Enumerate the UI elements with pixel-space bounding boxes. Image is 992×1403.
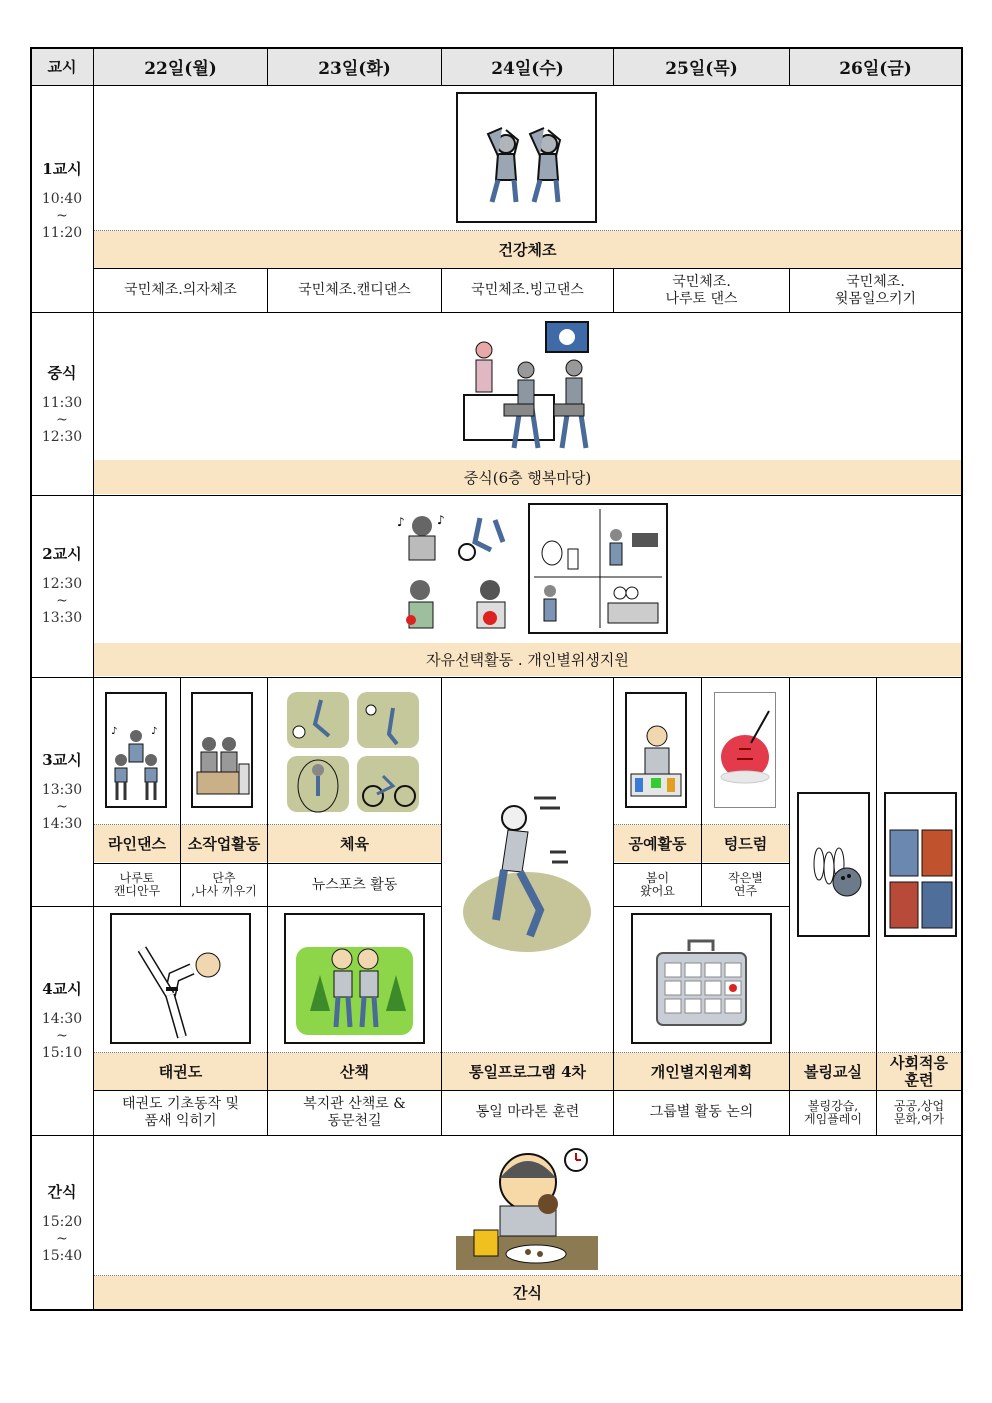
p3-label-tongue-drum: 텅드럼 bbox=[702, 825, 789, 862]
cafeteria-icon bbox=[460, 320, 600, 453]
period-name: 4교시 bbox=[42, 980, 82, 998]
small-work-icon bbox=[191, 692, 253, 808]
period-time: 11:30 ~ 12:30 bbox=[41, 395, 83, 445]
lunch-band: 중식(6층 행복마당) bbox=[94, 460, 961, 494]
p3-detail-craft: 봄이 왔어요 bbox=[640, 871, 675, 898]
header-period: 교시 bbox=[31, 48, 93, 85]
period-name: 1교시 bbox=[42, 160, 82, 178]
p2-band: 자유선택활동 . 개인별위생지원 bbox=[94, 643, 961, 676]
svg-text:♪: ♪ bbox=[111, 726, 118, 737]
p3-label-craft: 공예활동 bbox=[614, 825, 701, 862]
period-name: 간식 bbox=[47, 1183, 77, 1201]
p1-band: 건강체조 bbox=[94, 231, 961, 268]
p3-label-sports: 체육 bbox=[268, 825, 441, 862]
period-lunch bbox=[31, 362, 93, 446]
sports-icon bbox=[285, 690, 421, 816]
p4-detail-unification: 통일 마라톤 훈련 bbox=[475, 1104, 580, 1121]
svg-text:♪: ♪ bbox=[397, 515, 405, 529]
p4-detail-plan: 그룹별 활동 논의 bbox=[649, 1104, 754, 1121]
community-places-icon bbox=[884, 792, 957, 937]
period-name: 3교시 bbox=[42, 751, 82, 769]
period-snack bbox=[31, 1181, 93, 1265]
period-time: 14:30 ~ 15:10 bbox=[41, 1011, 83, 1061]
svg-text:♪: ♪ bbox=[437, 513, 445, 527]
period-1 bbox=[31, 158, 93, 242]
period-2 bbox=[31, 543, 93, 627]
p4-label-social: 사회적응 훈련 bbox=[877, 1053, 961, 1090]
running-icon bbox=[460, 790, 595, 955]
p4-label-unification: 통일프로그램 4차 bbox=[442, 1053, 613, 1090]
p4-label-bowling: 볼링교실 bbox=[790, 1053, 876, 1090]
bowling-icon bbox=[797, 792, 870, 937]
period-3 bbox=[31, 749, 93, 833]
p3-detail-small-work: 단추 ,나사 끼우기 bbox=[191, 871, 257, 898]
tongue-drum-icon bbox=[714, 692, 776, 808]
free-activity-icon bbox=[395, 512, 520, 634]
header-day-thu: 25일(목) bbox=[614, 48, 789, 85]
line-dance-icon bbox=[105, 692, 167, 808]
period-name: 2교시 bbox=[42, 545, 82, 563]
p4-label-walk: 산책 bbox=[268, 1053, 441, 1090]
period-4 bbox=[31, 978, 93, 1062]
p4-label-plan: 개인별지원계획 bbox=[614, 1053, 789, 1090]
p1-tue: 국민체조.캔디댄스 bbox=[298, 282, 411, 299]
p1-fri: 국민체조. 윗몸일으키기 bbox=[834, 274, 917, 307]
header-day-mon: 22일(월) bbox=[94, 48, 267, 85]
p1-thu: 국민체조. 나루토 댄스 bbox=[665, 274, 738, 307]
period-time: 12:30 ~ 13:30 bbox=[41, 576, 83, 626]
p4-label-taekwondo: 태권도 bbox=[94, 1053, 267, 1090]
stretching-exercise-icon bbox=[456, 92, 597, 223]
p3-label-small-work: 소작업활동 bbox=[181, 825, 267, 862]
period-time: 13:30 ~ 14:30 bbox=[41, 782, 83, 832]
period-time: 15:20 ~ 15:40 bbox=[41, 1214, 83, 1264]
p1-mon: 국민체조.의자체조 bbox=[124, 282, 237, 299]
p3-detail-line-dance: 나루토 캔디안무 bbox=[113, 871, 161, 898]
craft-icon bbox=[625, 692, 687, 808]
p1-wed: 국민체조.빙고댄스 bbox=[471, 282, 584, 299]
header-day-wed: 24일(수) bbox=[442, 48, 613, 85]
header-day-fri: 26일(금) bbox=[790, 48, 961, 85]
header-day-tue: 23일(화) bbox=[268, 48, 441, 85]
snack-icon bbox=[456, 1144, 598, 1270]
p4-detail-walk: 복지관 산책로 & 동문천길 bbox=[303, 1096, 406, 1129]
walk-icon bbox=[284, 913, 425, 1044]
individual-plan-icon bbox=[631, 913, 772, 1044]
svg-text:♪: ♪ bbox=[151, 726, 158, 737]
hygiene-support-icon bbox=[528, 503, 668, 634]
p3-detail-tongue-drum: 작은별 연주 bbox=[728, 871, 763, 898]
period-time: 10:40 ~ 11:20 bbox=[41, 191, 83, 241]
snack-band: 간식 bbox=[94, 1276, 961, 1309]
p3-label-line-dance: 라인댄스 bbox=[94, 825, 180, 862]
p3-detail-sports: 뉴스포츠 활동 bbox=[311, 876, 398, 893]
p4-detail-bowling: 볼링강습, 게임플레이 bbox=[804, 1098, 862, 1126]
taekwondo-icon bbox=[110, 913, 251, 1044]
period-name: 중식 bbox=[47, 364, 77, 382]
p4-detail-social: 공공,상업 문화,여가 bbox=[893, 1098, 945, 1126]
p4-detail-taekwondo: 태권도 기초동작 및 품새 익히기 bbox=[121, 1096, 240, 1129]
